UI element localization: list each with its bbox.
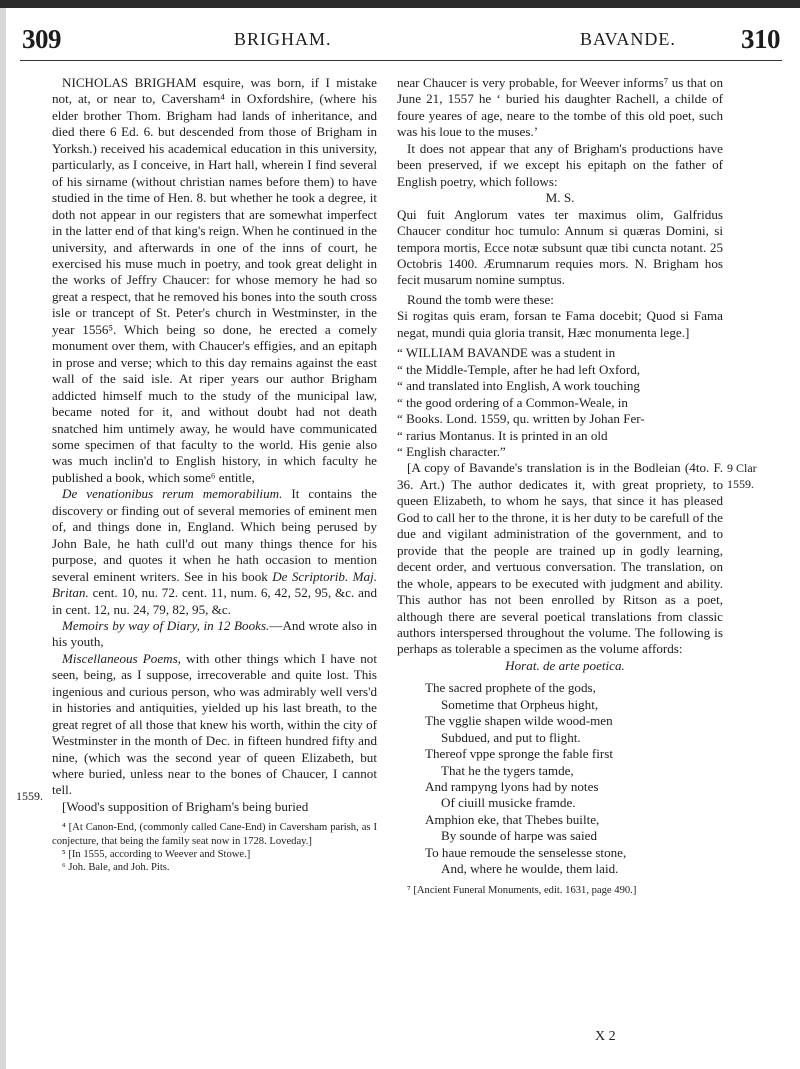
epitaph-intro: It does not appear that any of Brigham's productions have been preserved, if we except his epitaph on the father of English poetry, which follows: xyxy=(397,140,723,189)
book-reference: cent. 10, nu. 72. cent. 11, num. 6, 42, 52, 95, &c. and in cent. 12, nu. 24, 79, 82, 95, &c. xyxy=(52,585,377,617)
poem-line: Sometime that Orpheus hight, xyxy=(441,696,599,712)
tomb-intro: Round the tomb were these: xyxy=(407,291,554,307)
poem-line: Thereof vppe spronge the fable first xyxy=(425,746,613,762)
wood-note: [Wood's supposition of Brigham's being buried xyxy=(62,798,309,814)
epitaph-heading: M. S. xyxy=(545,190,575,206)
footnote: ⁷ [Ancient Funeral Monuments, edit. 1631, page 490.] xyxy=(407,884,637,896)
weever-paragraph: near Chaucer is very probable, for Weever informs⁷ us that on June 21, 1557 he ‘ buried his daughter Rachell, a childe of foure yeares of age, neare to the tombe of this old poet, such was his loue to the muses.’ xyxy=(397,75,723,140)
book-title: De venationibus rerum memorabilium. xyxy=(62,486,283,502)
book-reference-title: De Scriptorib. Maj. Britan. xyxy=(52,568,377,601)
footnotes-right xyxy=(397,884,723,897)
footnote: ⁵ [In 1555, according to Weever and Stowe.] xyxy=(62,848,251,860)
book-entry-venationibus xyxy=(52,486,377,618)
margin-year-left: 1559. xyxy=(16,789,43,803)
poem-line: Of ciuill musicke framde. xyxy=(441,795,576,811)
page-binding-shadow xyxy=(0,0,6,1069)
top-border xyxy=(0,0,800,8)
margin-note-clar: 9 Clar xyxy=(727,461,757,475)
quote-line: “ rarius Montanus. It is printed in an old xyxy=(397,427,608,443)
book-description: —And wrote also in his youth, xyxy=(52,617,378,650)
quote-line: “ Books. Lond. 1559, qu. written by Johan Fer- xyxy=(397,411,645,427)
book-entry-poems xyxy=(52,651,377,799)
book-title: Memoirs by way of Diary, in 12 Books. xyxy=(62,617,270,633)
quote-line: “ WILLIAM BAVANDE was a student in xyxy=(397,345,616,361)
bodleian-paragraph: [A copy of Bavande's translation is in the Bodleian (4to. F. 36. Art.) The author dedicates it, with great propriety, to queen Elizabeth, to whom he says, that since it has pleased God to call her to the throne, it is her duty to be carefull of the due and vigilant administration of the government, and to provide that the people are trained up in godly learning, decent order, and vertuous conversation. The translation, on the whole, appears to be executed with judgment and ability. This author has not been enrolled by Ritson as a poet, although there are several poetical translations from classic authors interspersed throughout the volume. The following is perhaps as tolerable a specimen as the volume affords: xyxy=(397,460,723,657)
book-entry-memoirs xyxy=(52,618,377,651)
margin-year-right: 1559. xyxy=(727,477,754,491)
footnotes-left xyxy=(52,821,377,874)
quote-line: “ English character.” xyxy=(397,443,506,459)
header-title-left: BRIGHAM. xyxy=(234,29,332,49)
poem xyxy=(397,680,723,877)
header-rule xyxy=(20,60,782,61)
quote-line: “ the good ordering of a Common-Weale, in xyxy=(397,394,628,410)
tomb-verse: Si rogitas quis eram, forsan te Fama docebit; Quod si Fama negat, mundi quia gloria transit, Hæc monumenta lege.] xyxy=(397,308,723,340)
header-title-right: BAVANDE. xyxy=(580,29,676,49)
poem-line: To haue remoude the senselesse stone, xyxy=(425,844,627,860)
poem-line: The vgglie shapen wilde wood-men xyxy=(425,713,613,729)
poem-line: By sounde of harpe was saied xyxy=(441,828,597,844)
poem-line: And rampyng lyons had by notes xyxy=(425,779,599,795)
book-description: with other things which I have not seen, being, as I suppose, irrecoverable and quite lost. This ingenious and curious person, who was admirably well vers'd in histories and antiquities, yielded up his last breath, to the great regret of all those that knew his worth, within the city of Westminster in the month of Dec. in fifteen hundred fifty and nine, (which was the second year of queen Elizabeth, but where buried, unless near to the bones of Chaucer, I cannot tell. xyxy=(52,650,377,798)
latin-epitaph: Qui fuit Anglorum vates ter maximus olim, Galfridus Chaucer conditur hoc tumulo: Annum si quæras Domini, si tempora mortis, Ecce notæ subsunt quæ tibi cuncta notant. 25 Octobris 1400. Ærumnarum requies mors. N. Brigham hos fecit musarum nomine sumptus. xyxy=(397,206,723,288)
book-description: It contains the discovery or finding out of several memories of eminent men of, and things done in, England. Which being perused by John Bale, he hath cull'd out many things thence for his purpose, and quotes it when he hath occasion to mention several eminent writers. See in his book xyxy=(52,486,377,584)
right-column xyxy=(397,75,723,897)
footnote: ⁶ Joh. Bale, and Joh. Pits. xyxy=(62,862,170,873)
poem-line: And, where he woulde, them laid. xyxy=(441,861,619,877)
signature-mark: X 2 xyxy=(595,1029,616,1044)
page-number-left: 309 xyxy=(22,24,61,54)
poem-title: Horat. de arte poetica. xyxy=(505,657,625,673)
page-number-right: 310 xyxy=(741,24,780,54)
poem-line: Subdued, and put to flight. xyxy=(441,729,581,745)
book-title: Miscellaneous Poems, xyxy=(62,650,181,666)
poem-line: That he the tygers tamde, xyxy=(441,762,574,778)
quote-line: “ and translated into English, A work touching xyxy=(397,378,640,394)
poem-line: The sacred prophete of the gods, xyxy=(425,680,596,696)
poem-line: Amphion eke, that Thebes builte, xyxy=(425,811,600,827)
running-header xyxy=(20,22,782,62)
footnote: ⁴ [At Canon-End, (commonly called Cane-End) in Caversham parish, as I conjecture, that being the family seat now in 1728. Loveday.] xyxy=(52,822,377,847)
left-column xyxy=(52,75,377,874)
quote-line: “ the Middle-Temple, after he had left Oxford, xyxy=(397,361,641,377)
bavande-quote xyxy=(397,345,723,460)
brigham-paragraph: NICHOLAS BRIGHAM esquire, was born, if I mistake not, at, or near to, Caversham⁴ in Oxfordshire, (where his elder brother Thom. Brigham had lands of inheritance, and died there 6 Ed. 6. but descended from those of Brigham in Yorksh.) received his academical education in this university, particularly, as I conceive, in Hart hall, wherein I find several of his sirname (without christian names before them) to have studied in the time of Hen. 8. but whether he took a degree, it doth not appear in our registers that are somewhat imperfect in the latter end of that king's reign. When he continued in the university, and afterwards in one of the inns of court, he exercised his muse much in poetry, and took great delight in the works of Jeffry Chaucer: for whose memory he had so great a respect, that he removed his bones into the south cross isle or trancept of St. Peter's church in Westminster, in the year 1556⁵. Which being so done, he erected a comely monument over them, with Chaucer's effigies, and an epitaph in prose and verse; which to this day remains against the east wall of the said isle. At riper years our author Brigham addicted himself much to the study of the municipal law, became noted for it, and without doubt had not death snatched him untimely away, he would have communicated some specimen of that faculty to the world. His genie also was much inclin'd to English history, in which faculty he published a book, which some⁶ entitle, xyxy=(52,75,377,485)
